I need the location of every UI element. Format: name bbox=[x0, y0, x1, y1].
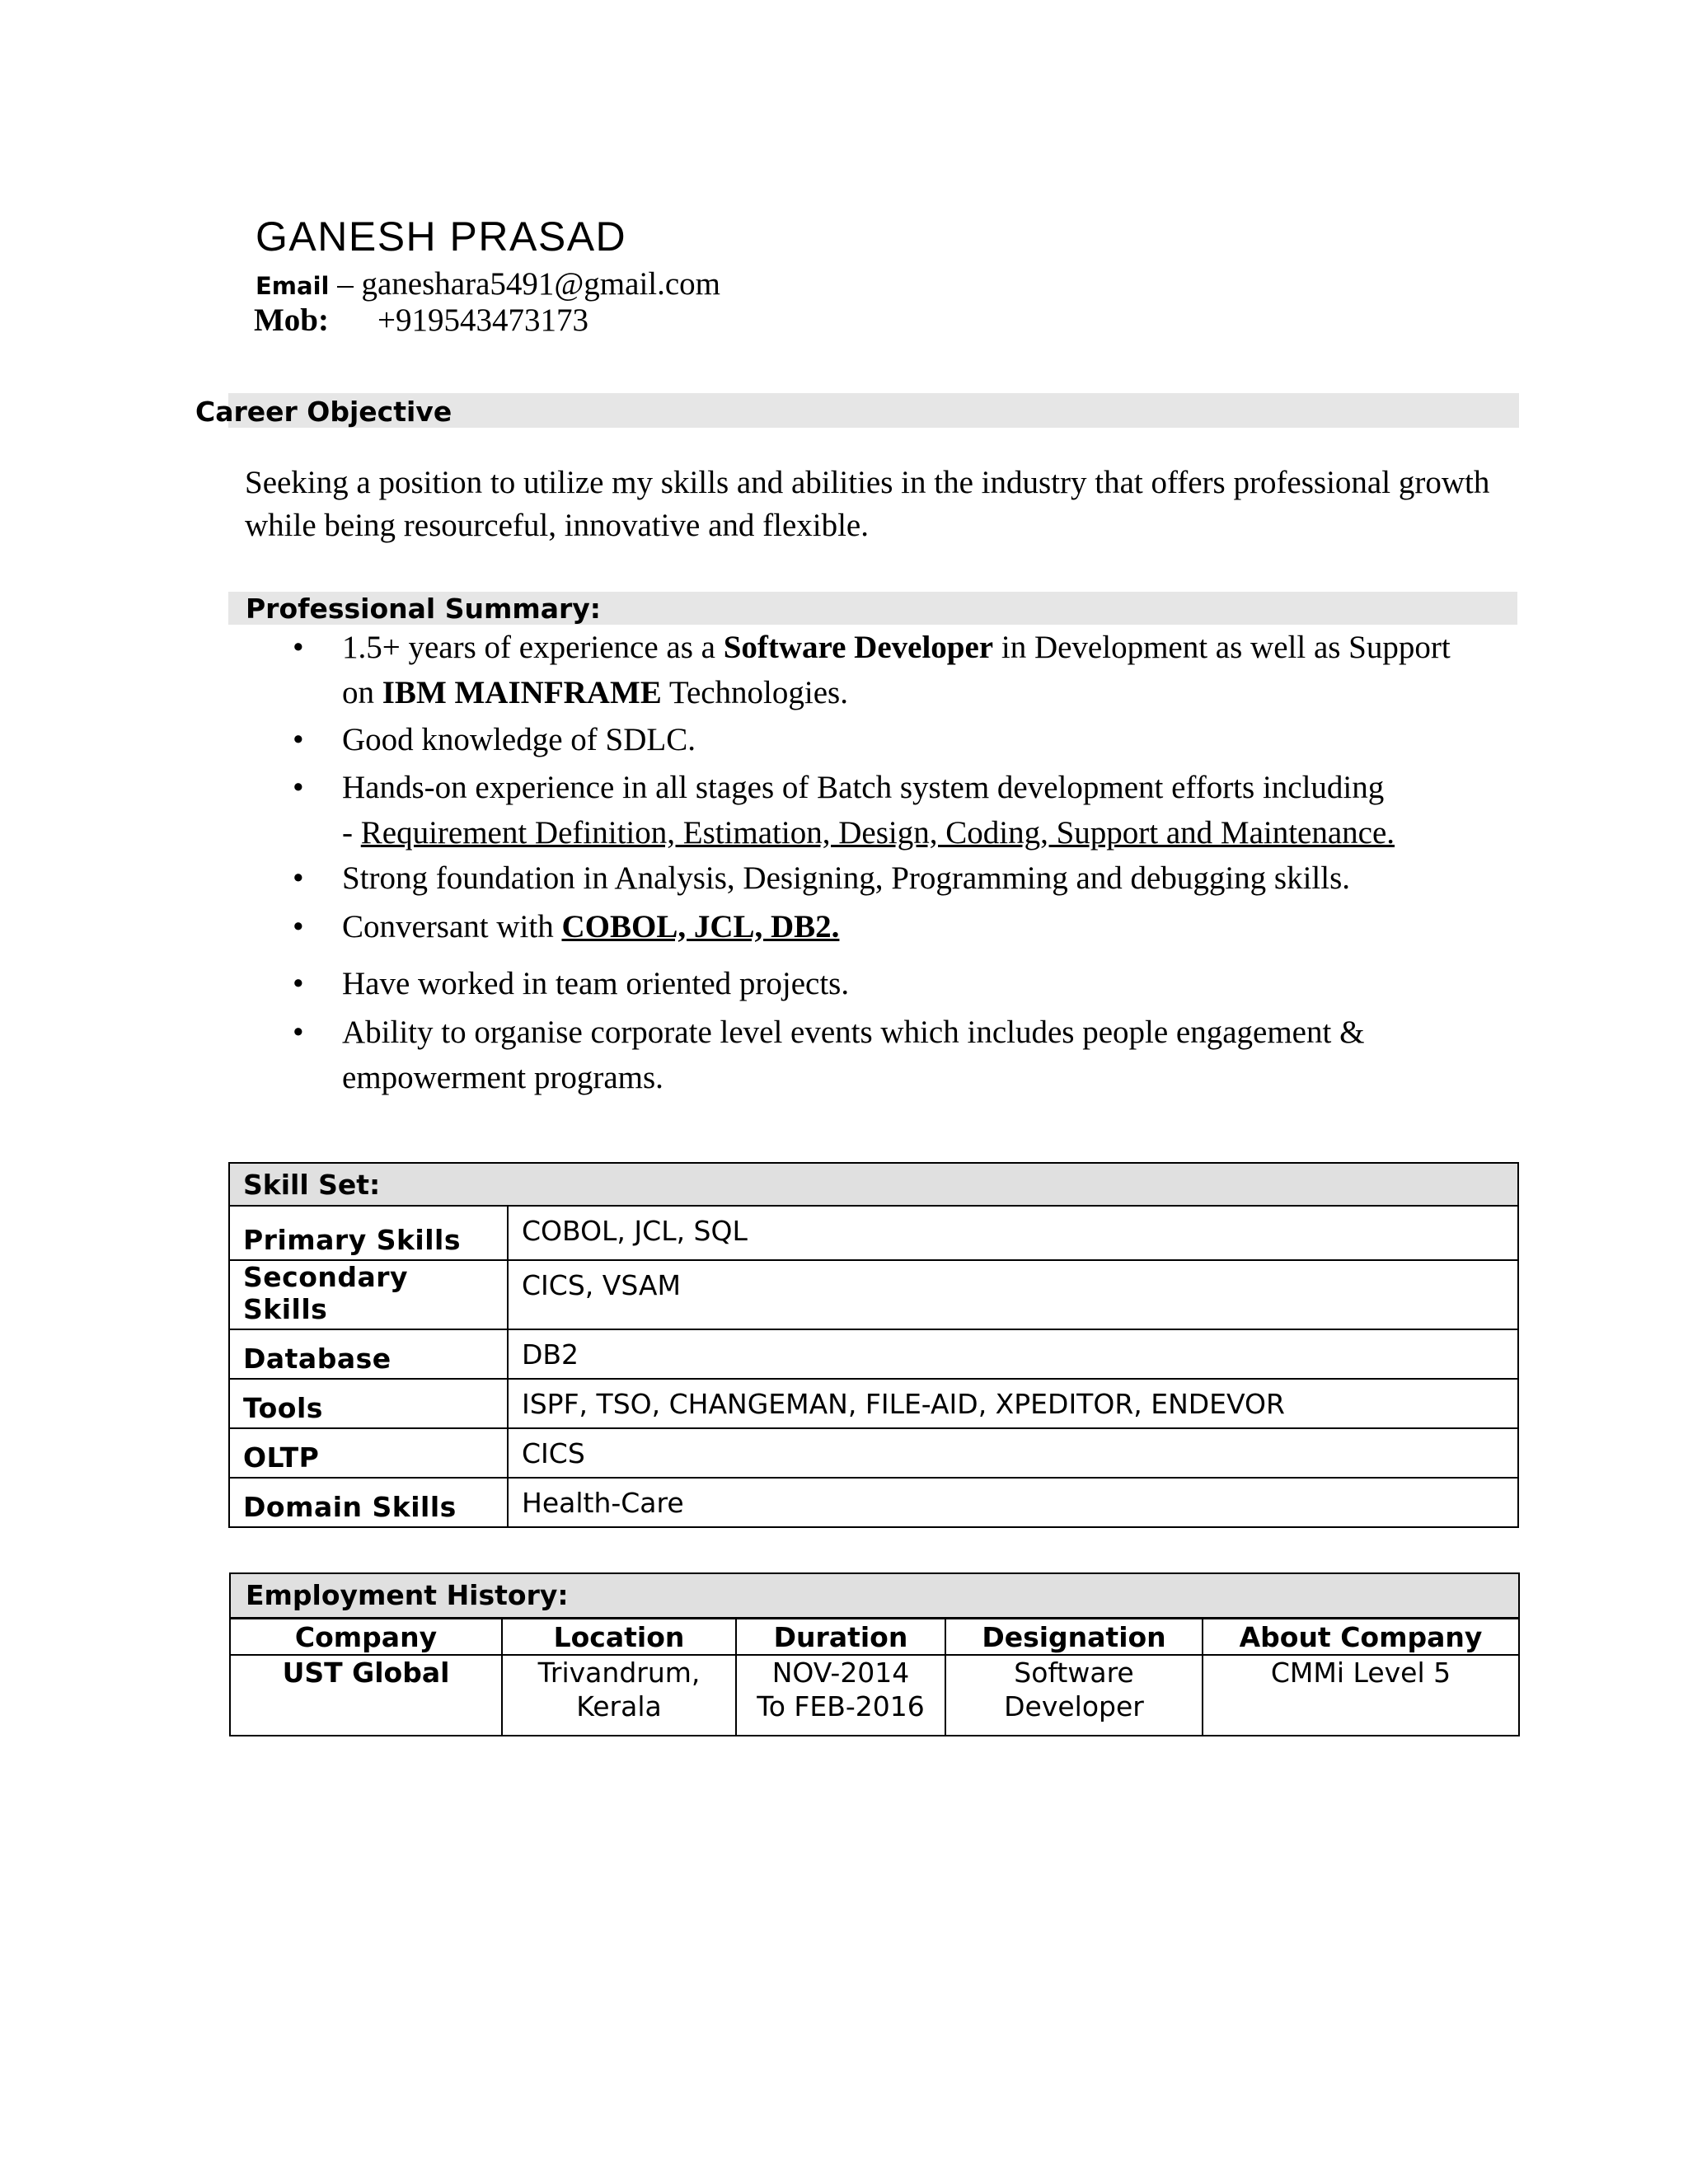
career-objective-text: Seeking a position to utilize my skills and abilities in the industry that offers professional growth while being resourceful, innovative and flexible. bbox=[245, 465, 1490, 543]
bullet: • bbox=[293, 966, 304, 1001]
summary-item bbox=[293, 717, 1463, 762]
summary-text: Strong foundation in Analysis, Designing, Programming and debugging skills. bbox=[342, 860, 1351, 896]
email-label: Email bbox=[256, 272, 330, 300]
skill-value: CICS bbox=[508, 1428, 1518, 1478]
summary-item bbox=[293, 765, 1463, 855]
table-row bbox=[229, 1260, 1518, 1329]
candidate-name: GANESH PRASAD bbox=[256, 213, 627, 260]
table-row bbox=[229, 1478, 1518, 1527]
summary-item bbox=[293, 855, 1463, 901]
skill-value: COBOL, JCL, SQL bbox=[508, 1206, 1518, 1260]
summary-item bbox=[293, 625, 1463, 715]
summary-text: 1.5+ years of experience as a bbox=[342, 630, 724, 665]
email-address[interactable]: ganeshara5491@gmail.com bbox=[361, 266, 721, 302]
employment-history-table bbox=[229, 1617, 1520, 1736]
bullet: • bbox=[293, 722, 304, 757]
bullet: • bbox=[293, 860, 304, 896]
duration-line: To FEB-2016 bbox=[757, 1690, 925, 1722]
table-row bbox=[229, 1206, 1518, 1260]
summary-text: in Development as well as Support on bbox=[342, 630, 1451, 710]
summary-text: Conversant with bbox=[342, 909, 562, 944]
skill-value: CICS, VSAM bbox=[508, 1260, 1518, 1329]
mobile-line bbox=[254, 302, 588, 339]
location-line: Kerala bbox=[576, 1690, 662, 1722]
skill-label: Domain Skills bbox=[229, 1478, 508, 1527]
column-header-designation: Designation bbox=[945, 1619, 1203, 1656]
summary-item bbox=[293, 961, 1463, 1006]
skill-value: ISPF, TSO, CHANGEMAN, FILE-AID, XPEDITOR, ENDEVOR bbox=[508, 1379, 1518, 1428]
bullet: • bbox=[293, 770, 304, 805]
summary-text: Technologies. bbox=[661, 675, 848, 710]
summary-bold-underlined: COBOL, JCL, DB2. bbox=[561, 909, 840, 944]
location-line: Trivandrum, bbox=[537, 1657, 701, 1689]
table-header-row bbox=[230, 1619, 1519, 1656]
mobile-label: Mob: bbox=[254, 302, 329, 338]
skill-value: Health-Care bbox=[508, 1478, 1518, 1527]
bullet: • bbox=[293, 630, 304, 665]
column-header-duration: Duration bbox=[736, 1619, 945, 1656]
designation-line: Developer bbox=[1004, 1690, 1144, 1722]
summary-underlined: Requirement Definition, Estimation, Design, Coding, Support and Maintenance. bbox=[360, 815, 1395, 851]
summary-text: Hands-on experience in all stages of Batch system development efforts including bbox=[342, 770, 1385, 805]
duration-line: NOV-2014 bbox=[771, 1657, 910, 1689]
column-header-about-company: About Company bbox=[1203, 1619, 1519, 1656]
table-row bbox=[229, 1329, 1518, 1379]
skill-label: Tools bbox=[229, 1379, 508, 1428]
column-header-company: Company bbox=[230, 1619, 502, 1656]
summary-text: Have worked in team oriented projects. bbox=[342, 966, 850, 1001]
bullet: • bbox=[293, 909, 304, 944]
designation-cell bbox=[945, 1655, 1203, 1736]
skill-label: Primary Skills bbox=[229, 1206, 508, 1260]
mobile-number: +919543473173 bbox=[377, 302, 588, 338]
location-cell bbox=[502, 1655, 736, 1736]
column-header-location: Location bbox=[502, 1619, 736, 1656]
skill-label: OLTP bbox=[229, 1428, 508, 1478]
table-row bbox=[229, 1379, 1518, 1428]
summary-bold: Software Developer bbox=[723, 630, 994, 665]
employment-history-heading: Employment History: bbox=[246, 1579, 569, 1611]
table-row bbox=[230, 1655, 1519, 1736]
summary-item bbox=[293, 904, 1463, 949]
summary-bold: IBM MAINFRAME bbox=[382, 675, 662, 710]
skill-label: Database bbox=[229, 1329, 508, 1379]
summary-dash: - bbox=[342, 815, 361, 851]
summary-text: Good knowledge of SDLC. bbox=[342, 722, 696, 757]
summary-item bbox=[293, 1010, 1463, 1100]
career-objective-heading: Career Objective bbox=[195, 396, 452, 428]
table-row bbox=[229, 1428, 1518, 1478]
designation-line: Software bbox=[1014, 1657, 1134, 1689]
skill-set-heading: Skill Set: bbox=[229, 1163, 1518, 1206]
skill-set-table bbox=[228, 1162, 1519, 1528]
email-separator: – bbox=[329, 266, 362, 302]
about-company-cell: CMMi Level 5 bbox=[1203, 1655, 1519, 1736]
skill-label: Secondary Skills bbox=[229, 1260, 508, 1329]
professional-summary-heading: Professional Summary: bbox=[246, 593, 601, 625]
summary-text: Ability to organise corporate level events which includes people engagement & empowerment programs. bbox=[342, 1015, 1365, 1095]
email-line bbox=[256, 265, 720, 302]
employment-history-bar bbox=[229, 1572, 1520, 1619]
duration-cell bbox=[736, 1655, 945, 1736]
bullet: • bbox=[293, 1015, 304, 1050]
skill-value: DB2 bbox=[508, 1329, 1518, 1379]
company-cell: UST Global bbox=[230, 1655, 502, 1736]
